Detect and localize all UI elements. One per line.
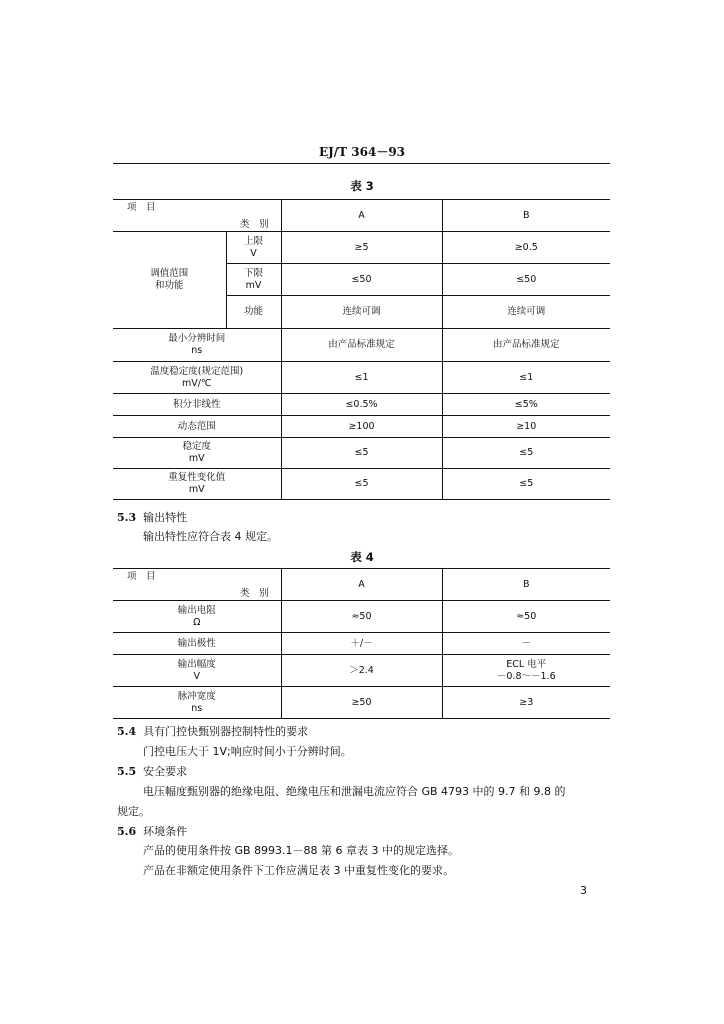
table4-row-label: 输出幅度 V [113, 655, 281, 687]
table3-cell-a: ≤1 [281, 362, 442, 394]
table-row [113, 438, 610, 469]
table4-cell-b: ECL 电平 －0.8～－1.6 [442, 655, 610, 687]
table3-cell-b: ≤5% [442, 394, 610, 416]
header-rule [113, 163, 610, 164]
table-row [113, 655, 610, 687]
table4-cell-a: ＋/－ [281, 633, 442, 655]
table-row [113, 687, 610, 719]
table3-caption: 表 3 [350, 179, 374, 193]
table3-row-label: 动态范围 [113, 416, 281, 438]
table3-cell-a: ≥100 [281, 416, 442, 438]
table3-cell-a: ≥5 [281, 232, 442, 264]
table-row [113, 416, 610, 438]
table-row [113, 601, 610, 633]
table3-sub-label: 上限 V [226, 232, 281, 264]
table3-cell-b: ≤50 [442, 264, 610, 296]
table3-cell-b: ≤1 [442, 362, 610, 394]
table4-head-a: A [281, 569, 442, 601]
table4-cell-b: ≈50 [442, 601, 610, 633]
table-row [113, 329, 610, 362]
table4-cell-a: ≈50 [281, 601, 442, 633]
document-header: EJ/T 364－93 [318, 145, 406, 159]
table3-sub-label: 功能 [226, 296, 281, 329]
table3-group-label: 调值范围 和功能 [113, 232, 226, 329]
table3-row-label: 温度稳定度(规定范围) mV/℃ [113, 362, 281, 394]
table3-cell-b: 连续可调 [442, 296, 610, 329]
table3-cell-a: ≤50 [281, 264, 442, 296]
table-row [113, 469, 610, 500]
table4-cell-b: － [442, 633, 610, 655]
section-5-6-heading: 5.6 环境条件 [117, 825, 188, 838]
section-5-5-heading: 5.5 安全要求 [117, 765, 188, 778]
section-5-5-text-line2: 规定。 [117, 805, 150, 818]
table3-diagonal-header [113, 200, 281, 232]
table4-header-row [113, 569, 610, 601]
table3-header-row [113, 200, 610, 232]
section-5-4-text: 门控电压大于 1V;响应时间小于分辨时间。 [143, 745, 352, 758]
table3-cell-a: ≤0.5% [281, 394, 442, 416]
table4-head-category: 类 别 [239, 587, 269, 599]
table4-cell-b: ≥3 [442, 687, 610, 719]
table3-row-label: 积分非线性 [113, 394, 281, 416]
table3-head-category: 类 别 [239, 218, 269, 230]
section-5-4-heading: 5.4 具有门控快甄别器控制特性的要求 [117, 725, 309, 738]
table4-head-item: 项 目 [127, 570, 156, 582]
table-row [113, 362, 610, 394]
table-row [113, 633, 610, 655]
section-5-6-text-line1: 产品的使用条件按 GB 8993.1－88 第 6 章表 3 中的规定选择。 [143, 844, 460, 857]
table3-row-label: 最小分辨时间 ns [113, 329, 281, 362]
table3-cell-b: ≤5 [442, 438, 610, 469]
table3-cell-b: ≤5 [442, 469, 610, 500]
table4-row-label: 输出电阻 Ω [113, 601, 281, 633]
section-5-3-heading: 5.3 输出特性 [117, 511, 188, 524]
table3-cell-a: 连续可调 [281, 296, 442, 329]
section-5-3-text: 输出特性应符合表 4 规定。 [143, 530, 278, 543]
table3-cell-b: ≥0.5 [442, 232, 610, 264]
table3 [113, 199, 610, 500]
table4-head-b: B [442, 569, 610, 601]
table3-row-label: 稳定度 mV [113, 438, 281, 469]
table3-cell-a: ≤5 [281, 438, 442, 469]
page-number: 3 [580, 884, 587, 897]
section-5-5-text-line1: 电压幅度甄别器的绝缘电阻、绝缘电压和泄漏电流应符合 GB 4793 中的 9.7 和 9.8 的 [143, 785, 566, 798]
table4-cell-a: ＞2.4 [281, 655, 442, 687]
table4-cell-a: ≥50 [281, 687, 442, 719]
section-5-6-text-line2: 产品在非额定使用条件下工作应满足表 3 中重复性变化的要求。 [143, 864, 454, 877]
table-row [113, 394, 610, 416]
table4-row-label: 脉冲宽度 ns [113, 687, 281, 719]
table3-cell-b: 由产品标准规定 [442, 329, 610, 362]
table3-cell-a: ≤5 [281, 469, 442, 500]
table3-head-b: B [442, 200, 610, 232]
table4-diagonal-header [113, 569, 281, 601]
table4 [113, 568, 610, 719]
table3-cell-b: ≥10 [442, 416, 610, 438]
table3-sub-label: 下限 mV [226, 264, 281, 296]
table-row [113, 232, 610, 264]
table4-row-label: 输出极性 [113, 633, 281, 655]
table4-caption: 表 4 [350, 550, 374, 564]
table3-row-label: 重复性变化值 mV [113, 469, 281, 500]
table3-cell-a: 由产品标准规定 [281, 329, 442, 362]
table3-head-a: A [281, 200, 442, 232]
table3-head-item: 项 目 [127, 201, 156, 213]
